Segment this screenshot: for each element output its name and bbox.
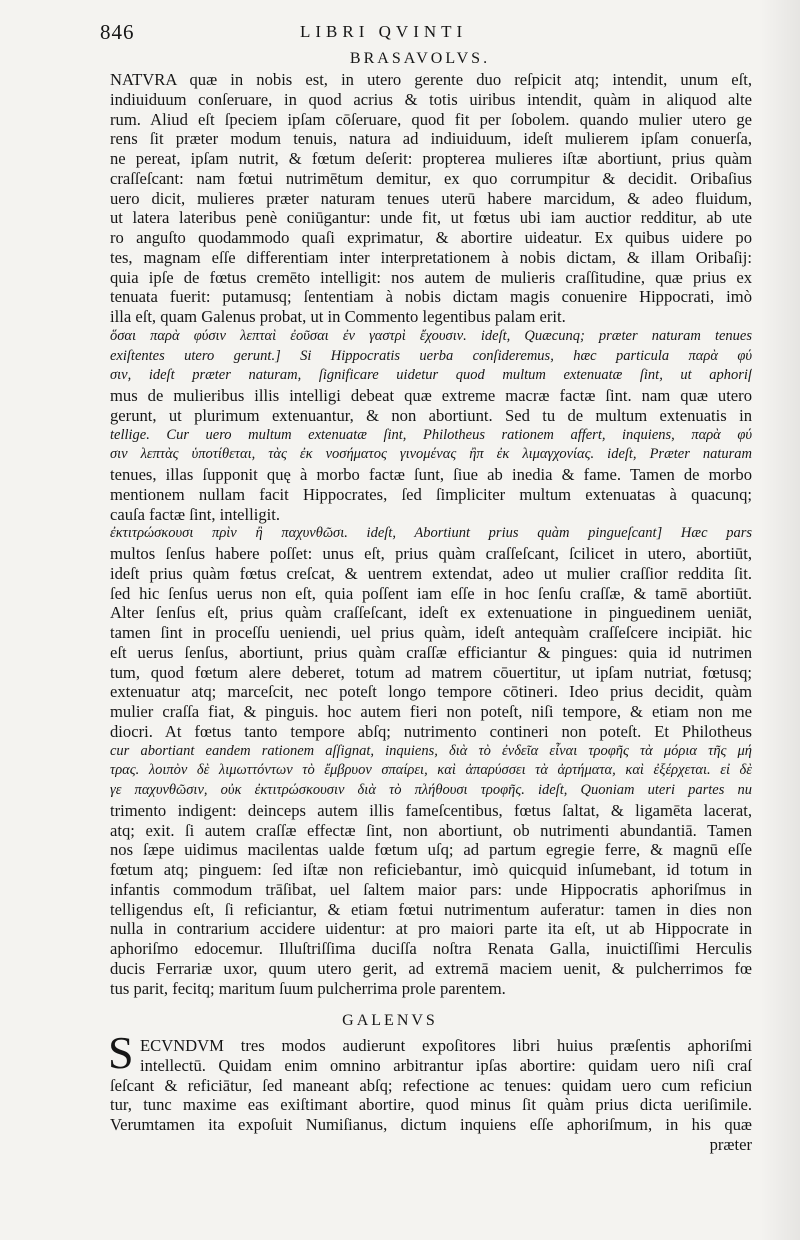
text-line: extenuatur atq; marceſcit, nec poteſt longo tempore cōtineri. Ideo prius decidit, quàm [110,682,752,702]
text-line: ἐκτιτρώσκουσι πρὶν ἢ παχυνθῶσι. ideſt, Abortiunt prius quàm pingueſcant] Hæc pars [110,525,752,542]
text-line: tellige. Cur uero multum extenuatæ ſint, Philotheus rationem affert, inquiens, παρὰ φύ [110,426,752,443]
text-line: γε παχυνθῶσιν, οὐκ ἐκτιτρώσκουσιν διὰ τὸ πλήθουσι τροφῆς. ideſt, Quoniam uteri partes nu [110,782,752,798]
text-line: ideſt prius quàm fœtus creſcat, & uentrem extendat, adeo ut mulier craſſior reddita ſit. [110,563,752,583]
text-line: Verumtamen ita expoſuit Numiſianus, dictum inquiens eſſe aphoriſmum, in his quæ [110,1115,752,1134]
text-line: tum, quod fœtum alere deberet, totum ad matrem cōuertitur, ut ipſam nutriat, fœtusq; [110,662,752,682]
text-line: NATVRA quæ in nobis est, in utero gerente duo reſpicit atq; intendit, unum eſt, [110,70,752,89]
section-heading-brasavolus: BRASAVOLVS. [349,50,491,67]
text-line: eſt uerus ſenſus, abortiunt, prius quàm craſſæ efficiantur & pingues: quia id nutrimen [110,642,752,662]
text-line: ducis Ferrariæ uxor, quum utero gerit, ad extremā maciem uenit, & pulcherrimos fœ [110,958,752,978]
text-line: σιν, ideſt præter naturam, ſignificare uidetur quod multum extenuatæ ſint, ut aphoriſ [110,367,752,384]
text-line: τρας. λοιπὸν δὲ λιμωττόντων τὸ ἔμβρυον σπαίρει, καὶ ἀπαρύσσει τὰ ἀρτήματα, καὶ ἐξέρχεται. εἰ δὲ [110,762,752,779]
text-line: ro anguſto quodammodo quaſi exprimatur, & abortire uideatur. Ex quibus uidere po [110,228,752,247]
text-line: indiuiduum conſeruare, in quod acrius & totis uiribus intendit, quàm in aliquod alte [110,89,752,109]
text-line: atq; exit. ſi autem craſſæ effectæ ſint, non abortiunt, ob nutrimenti abundantiā. Tamen [110,820,752,840]
commentary-text-galenus [110,1036,752,1155]
text-line: σιν λεπτὰς ὑποτίθεται, τὰς ἐκ νοσήματος γινομένας ἢπ ἐκ λιμαγχονίας. ideſt, Præter naturam [110,446,752,463]
text-line: Alter ſenſus eſt, prius quàm craſſeſcant, ideſt ex extenuatione in pinguedinem ueniāt, [110,603,752,623]
running-title: LIBRI QVINTI [300,22,468,41]
drop-cap-initial: S [108,1027,134,1078]
text-line: tes, magnam eſſe differentiam inter interpretationem à nobis dictam, & illam Oribaſij: [110,247,752,267]
text-line: tenuata fuerit: putamusq; ſententiam à nobis dictam magis conuenire Hippocrati, imò [110,287,752,307]
text-line: ne pereat, ipſam nutrit, & fœtum deſerit: propterea mulieres iſtæ abortiunt, prius quàm [110,149,752,168]
text-line: tenues, illas ſupponit quę à morbo factæ ſunt, ſiue ab inedia & fame. Tamen de morbo [110,465,752,484]
page-number: 846 [100,20,135,44]
text-line: ut latera lateribus penè coniūgantur: unde fit, ut fœtus ubi iam auctior redditur, ab ute [110,208,752,228]
text-line: telligendus eſt, ſi reficiantur, & etiam fœtui nutrimentum auferatur: tamen in dies non [110,899,752,919]
text-line: tus parit, fecitq; maritum ſuum pulcherrima prole parentem. [110,978,506,998]
text-line: mentionem nullam facit Hippocrates, ſed ſimpliciter multum extenuatas à quacunq; [110,484,752,504]
text-line: trimento indigent: deinceps autem illis fameſcentibus, fœtus ſaltat, & ligamēta lacerat, [110,800,752,820]
text-line: aphoriſmo edocemur. Illuſtriſſima duciſſa noſtra Renata Galla, inuictiſſimi Herculis [110,939,752,958]
text-line: mus de mulieribus illis intelligi debeat quæ extreme macræ factæ ſint. nam quæ utero [110,386,752,405]
text-line: cur abortiant eandem rationem aſſignat, inquiens, διὰ τὸ ἐνδεῖα εἶναι τροφῆς τὰ μόρια τῆς μή [110,742,752,759]
section-heading-galenus: GALENVS [342,1012,438,1029]
text-line: intellectū. Quidam enim omnino arbitrantur ipſas abortire: quidam uero niſi craſ [140,1055,752,1075]
text-line: rum. Aliud eſt ſpeciem ipſam cōſeruare, quod fit per ſobolem. quando mulier utero ge [110,109,752,129]
text-line: exiſtentes utero gerunt.] Si Hippocratis uerba conſideremus, hæc particula παρὰ φύ [110,347,752,364]
text-line: tur, tunc maxime eas exiſtimant abortire, quod minus ſit quàm prius dicta ueriſimile. [110,1095,752,1115]
text-line: tamen ſint in proceſſu ueniendi, uel prius quàm, ideſt antequàm craſſeſcere incipiāt. hic [110,623,752,642]
text-line: nos ſæpe uidimus macilentas ualde fœtum uſq; ad partum egregie ferre, & magnū eſſe [110,840,752,860]
text-line: cauſa factæ ſint, intelligit. [110,504,281,524]
text-line: uero dicit, mulieres præter naturam tenues uterū habere marcidum, & adeo fluidum, [110,188,752,208]
text-line: ſeſcant & reficiātur, ſed maneant abſq; refectione ac tenues: quidam uero cum reficiun [110,1075,752,1095]
text-line: gerunt, ut plurimum extenuantur, & non abortiunt. Sed tu de multum extenuatis in [110,405,752,425]
text-line: rens ſit præter modum tenuis, natura ad indiuiduum, ideſt mulierem ipſam conuerſa, [110,129,752,149]
text-line: illa eſt, quam Galenus probat, ut in Commento legentibus palam erit. [110,307,566,326]
running-head [100,20,760,48]
text-line: diocri. At fœtus tanto tempore abſq; nutrimento contineri non poteſt. Et Philotheus [110,721,752,741]
text-line: mulier craſſa fiat, & pinguis. hoc autem fieri non poteſt, niſi tempore, & etiam non me [110,702,752,721]
text-line: ECVNDVM tres modos audierunt expoſitores libri huius præſentis aphoriſmi [140,1036,752,1055]
text-line: ὅσαι παρὰ φύσιν λεπταὶ ἐοῦσαι ἐν γαστρὶ ἔχουσιν. ideſt, Quæcunq; præter naturam tenues [110,327,752,344]
commentary-text-brasavolus [110,70,752,998]
text-line: craſſeſcant: nam fœtui nutrimētum demitur, ex quo corrumpitur & decidit. Oribaſius [110,168,752,188]
text-line: nulla in contrarium accidere uidentur: at pro maiori parte ita eſt, ut ab Hippocrate in [110,919,752,939]
text-line: fœtum atq; pinguem: ſed iſtæ non reficiebantur, imò quicquid inſumebant, id totum in [110,860,752,879]
text-line: ſed hic ſenſus uerus non eſt, quia poſſent iam eſſe in hoc ſenſu craſſæ, & tamē abortiūt. [110,583,752,603]
text-line: infantis commodum trāſibat, uel ſaltem maior pars: unde Hippocratis aphoriſmus in [110,879,752,899]
text-line: quia ipſe de fœtus cremēto intelligit: nos autem de mulieris craſſitudine, quæ prius ex [110,267,752,287]
text-line: præter [709,1134,752,1154]
text-line: multos ſenſus habere poſſet: unus eſt, prius quàm craſſeſcant, ſcilicet in utero, abortiūt, [110,544,752,563]
